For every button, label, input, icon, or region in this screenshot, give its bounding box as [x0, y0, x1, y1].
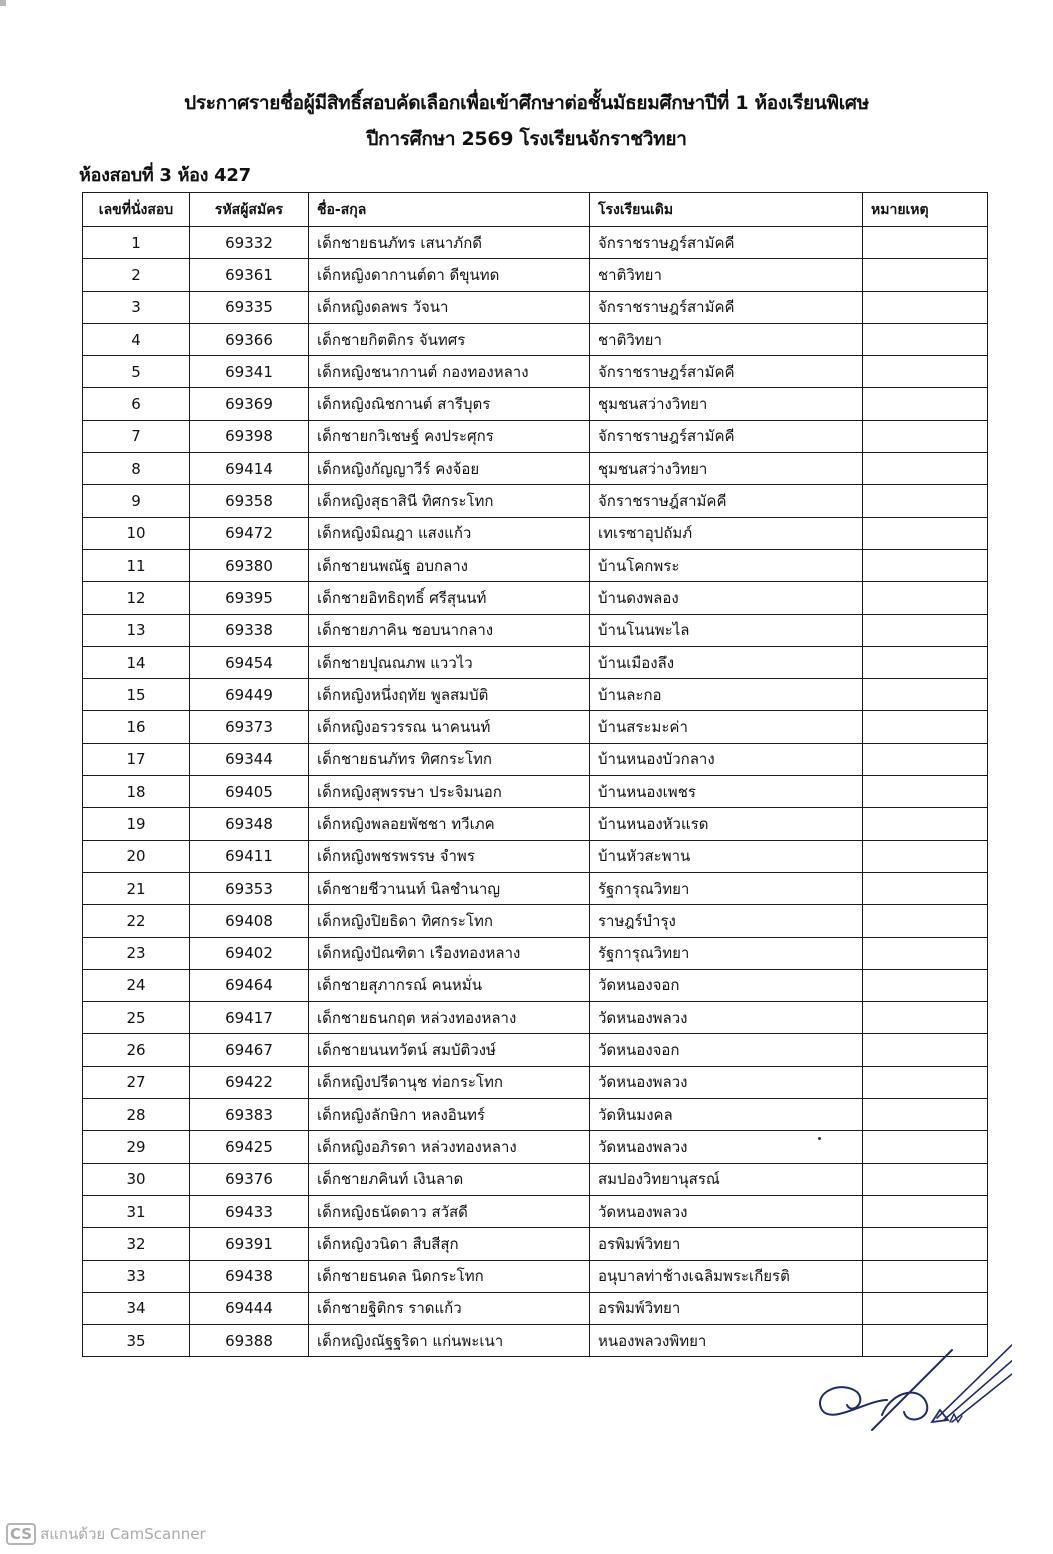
applicant-id-cell: 69414: [190, 453, 309, 485]
seat-number-cell: 17: [83, 743, 190, 775]
previous-school-cell: บ้านเมืองลึง: [590, 646, 863, 678]
applicant-id-cell: 69402: [190, 937, 309, 969]
previous-school-cell: ชุมชนสว่างวิทยา: [590, 453, 863, 485]
table-row: [83, 840, 988, 872]
table-row: [83, 808, 988, 840]
previous-school-cell: บ้านโคกพระ: [590, 549, 863, 581]
applicant-id-cell: 69388: [190, 1325, 309, 1357]
applicant-id-cell: 69454: [190, 646, 309, 678]
table-row: [83, 679, 988, 711]
remarks-cell: [863, 1002, 988, 1034]
full-name-cell: เด็กหญิงอรวรรณ นาคนนท์: [309, 711, 590, 743]
full-name-cell: เด็กหญิงพลอยพัชชา ทวีเภค: [309, 808, 590, 840]
remarks-cell: [863, 1163, 988, 1195]
remarks-cell: [863, 388, 988, 420]
candidate-roster-table: [82, 192, 988, 1357]
seat-number-cell: 24: [83, 969, 190, 1001]
remarks-cell: [863, 937, 988, 969]
full-name-cell: เด็กหญิงธนัดดาว สวัสดี: [309, 1195, 590, 1227]
previous-school-cell: บ้านหัวสะพาน: [590, 840, 863, 872]
table-row: [83, 1034, 988, 1066]
remarks-cell: [863, 291, 988, 323]
table-row: [83, 227, 988, 259]
full-name-cell: เด็กหญิงชนากานต์ กองทองหลาง: [309, 356, 590, 388]
seat-number-cell: 14: [83, 646, 190, 678]
remarks-cell: [863, 776, 988, 808]
seat-number-cell: 18: [83, 776, 190, 808]
table-row: [83, 872, 988, 904]
seat-number-cell: 12: [83, 582, 190, 614]
seat-number-cell: 15: [83, 679, 190, 711]
full-name-cell: เด็กหญิงปรีดานุช ท่อกระโทก: [309, 1066, 590, 1098]
previous-school-cell: อรพิมพ์วิทยา: [590, 1228, 863, 1260]
camscanner-watermark-text: สแกนด้วย CamScanner: [40, 1525, 206, 1543]
seat-number-cell: 19: [83, 808, 190, 840]
seat-number-cell: 23: [83, 937, 190, 969]
remarks-cell: [863, 549, 988, 581]
seat-number-cell: 6: [83, 388, 190, 420]
remarks-cell: [863, 614, 988, 646]
applicant-id-cell: 69411: [190, 840, 309, 872]
seat-number-cell: 8: [83, 453, 190, 485]
applicant-id-cell: 69383: [190, 1099, 309, 1131]
column-header-full-name: ชื่อ-สกุล: [309, 193, 590, 227]
applicant-id-cell: 69425: [190, 1131, 309, 1163]
applicant-id-cell: 69369: [190, 388, 309, 420]
table-row: [83, 549, 988, 581]
table-row: [83, 743, 988, 775]
applicant-id-cell: 69348: [190, 808, 309, 840]
applicant-id-cell: 69361: [190, 259, 309, 291]
full-name-cell: เด็กชายสุภากรณ์ คนหมั่น: [309, 969, 590, 1001]
full-name-cell: เด็กชายนพณัฐ อบกลาง: [309, 549, 590, 581]
scan-speck: [818, 1137, 821, 1140]
full-name-cell: เด็กหญิงปิยธิดา ทิศกระโทก: [309, 905, 590, 937]
applicant-id-cell: 69433: [190, 1195, 309, 1227]
previous-school-cell: จักราชราษฎร์สามัคคี: [590, 356, 863, 388]
previous-school-cell: บ้านละกอ: [590, 679, 863, 711]
applicant-id-cell: 69338: [190, 614, 309, 646]
seat-number-cell: 28: [83, 1099, 190, 1131]
full-name-cell: เด็กหญิงกัญญาวีร์ คงจ้อย: [309, 453, 590, 485]
seat-number-cell: 26: [83, 1034, 190, 1066]
table-row: [83, 582, 988, 614]
remarks-cell: [863, 1260, 988, 1292]
full-name-cell: เด็กชายธนภัทร ทิศกระโทก: [309, 743, 590, 775]
seat-number-cell: 34: [83, 1292, 190, 1324]
previous-school-cell: อรพิมพ์วิทยา: [590, 1292, 863, 1324]
previous-school-cell: บ้านดงพลอง: [590, 582, 863, 614]
remarks-cell: [863, 1228, 988, 1260]
seat-number-cell: 35: [83, 1325, 190, 1357]
previous-school-cell: บ้านหนองเพชร: [590, 776, 863, 808]
remarks-cell: [863, 420, 988, 452]
previous-school-cell: ราษฎร์บำรุง: [590, 905, 863, 937]
seat-number-cell: 9: [83, 485, 190, 517]
table-row: [83, 969, 988, 1001]
remarks-cell: [863, 356, 988, 388]
full-name-cell: เด็กหญิงณิชกานต์ สารีบุตร: [309, 388, 590, 420]
seat-number-cell: 30: [83, 1163, 190, 1195]
previous-school-cell: บ้านหนองหัวแรด: [590, 808, 863, 840]
full-name-cell: เด็กหญิงหนึ่งฤทัย พูลสมบัติ: [309, 679, 590, 711]
full-name-cell: เด็กหญิงวนิดา สืบสีสุก: [309, 1228, 590, 1260]
table-row: [83, 485, 988, 517]
exam-room-label: ห้องสอบที่ 3 ห้อง 427: [79, 165, 251, 186]
seat-number-cell: 21: [83, 872, 190, 904]
remarks-cell: [863, 679, 988, 711]
seat-number-cell: 7: [83, 420, 190, 452]
full-name-cell: เด็กชายธนกฤต หล่วงทองหลาง: [309, 1002, 590, 1034]
applicant-id-cell: 69391: [190, 1228, 309, 1260]
applicant-id-cell: 69472: [190, 517, 309, 549]
previous-school-cell: รัฐการุณวิทยา: [590, 937, 863, 969]
applicant-id-cell: 69467: [190, 1034, 309, 1066]
remarks-cell: [863, 323, 988, 355]
table-row: [83, 1163, 988, 1195]
previous-school-cell: วัดหนองพลวง: [590, 1066, 863, 1098]
table-row: [83, 388, 988, 420]
previous-school-cell: วัดหนองพลวง: [590, 1002, 863, 1034]
applicant-id-cell: 69380: [190, 549, 309, 581]
full-name-cell: เด็กหญิงปัณฑิตา เรืองทองหลาง: [309, 937, 590, 969]
remarks-cell: [863, 969, 988, 1001]
table-row: [83, 356, 988, 388]
remarks-cell: [863, 1066, 988, 1098]
previous-school-cell: เทเรซาอุปถัมภ์: [590, 517, 863, 549]
previous-school-cell: ชาติวิทยา: [590, 259, 863, 291]
previous-school-cell: บ้านสระมะค่า: [590, 711, 863, 743]
remarks-cell: [863, 227, 988, 259]
full-name-cell: เด็กชายปุณณภพ แววไว: [309, 646, 590, 678]
previous-school-cell: วัดหนองพลวง: [590, 1131, 863, 1163]
full-name-cell: เด็กชายกิตติกร จันทศร: [309, 323, 590, 355]
signature-icon: [812, 1330, 1012, 1440]
full-name-cell: เด็กชายภาคิน ชอบนากลาง: [309, 614, 590, 646]
full-name-cell: เด็กชายกวิเชษฐ์ คงประศุกร: [309, 420, 590, 452]
applicant-id-cell: 69376: [190, 1163, 309, 1195]
full-name-cell: เด็กหญิงอภิรดา หล่วงทองหลาง: [309, 1131, 590, 1163]
applicant-id-cell: 69438: [190, 1260, 309, 1292]
column-header-previous-school: โรงเรียนเดิม: [590, 193, 863, 227]
remarks-cell: [863, 905, 988, 937]
seat-number-cell: 29: [83, 1131, 190, 1163]
remarks-cell: [863, 1131, 988, 1163]
seat-number-cell: 1: [83, 227, 190, 259]
previous-school-cell: อนุบาลท่าช้างเฉลิมพระเกียรติ: [590, 1260, 863, 1292]
applicant-id-cell: 69366: [190, 323, 309, 355]
previous-school-cell: วัดหนองจอก: [590, 1034, 863, 1066]
previous-school-cell: ชาติวิทยา: [590, 323, 863, 355]
applicant-id-cell: 69444: [190, 1292, 309, 1324]
full-name-cell: เด็กหญิงมิณฎา แสงแก้ว: [309, 517, 590, 549]
scan-corner-mark: [0, 0, 6, 6]
table-body: [83, 227, 988, 1357]
remarks-cell: [863, 1034, 988, 1066]
remarks-cell: [863, 646, 988, 678]
seat-number-cell: 20: [83, 840, 190, 872]
applicant-id-cell: 69344: [190, 743, 309, 775]
table-row: [83, 1099, 988, 1131]
applicant-id-cell: 69422: [190, 1066, 309, 1098]
full-name-cell: เด็กชายฐิติกร ราดแก้ว: [309, 1292, 590, 1324]
previous-school-cell: วัดหนองพลวง: [590, 1195, 863, 1227]
document-title-line-2: ปีการศึกษา 2569 โรงเรียนจักราชวิทยา: [366, 128, 687, 150]
full-name-cell: เด็กชายธนดล นิดกระโทก: [309, 1260, 590, 1292]
previous-school-cell: วัดหินมงคล: [590, 1099, 863, 1131]
previous-school-cell: วัดหนองจอก: [590, 969, 863, 1001]
seat-number-cell: 25: [83, 1002, 190, 1034]
seat-number-cell: 27: [83, 1066, 190, 1098]
previous-school-cell: บ้านหนองบัวกลาง: [590, 743, 863, 775]
table-row: [83, 420, 988, 452]
previous-school-cell: จักราชราษฎ์สามัคคี: [590, 485, 863, 517]
remarks-cell: [863, 1195, 988, 1227]
table-row: [83, 1002, 988, 1034]
table-row: [83, 517, 988, 549]
seat-number-cell: 33: [83, 1260, 190, 1292]
previous-school-cell: รัฐการุณวิทยา: [590, 872, 863, 904]
remarks-cell: [863, 453, 988, 485]
seat-number-cell: 4: [83, 323, 190, 355]
full-name-cell: เด็กหญิงดลพร วัจนา: [309, 291, 590, 323]
remarks-cell: [863, 259, 988, 291]
full-name-cell: เด็กชายอิทธิฤทธิ์ ศรีสุนนท์: [309, 582, 590, 614]
applicant-id-cell: 69464: [190, 969, 309, 1001]
table-row: [83, 453, 988, 485]
column-header-remarks: หมายเหตุ: [863, 193, 988, 227]
full-name-cell: เด็กหญิงสุพรรษา ประจิมนอก: [309, 776, 590, 808]
applicant-id-cell: 69353: [190, 872, 309, 904]
table-row: [83, 646, 988, 678]
seat-number-cell: 22: [83, 905, 190, 937]
applicant-id-cell: 69408: [190, 905, 309, 937]
table-row: [83, 1066, 988, 1098]
remarks-cell: [863, 1292, 988, 1324]
table-row: [83, 1195, 988, 1227]
applicant-id-cell: 69395: [190, 582, 309, 614]
remarks-cell: [863, 808, 988, 840]
column-header-seat-number: เลขที่นั่งสอบ: [83, 193, 190, 227]
applicant-id-cell: 69341: [190, 356, 309, 388]
seat-number-cell: 10: [83, 517, 190, 549]
applicant-id-cell: 69398: [190, 420, 309, 452]
table-row: [83, 1228, 988, 1260]
table-row: [83, 905, 988, 937]
remarks-cell: [863, 582, 988, 614]
document-title-line-1: ประกาศรายชื่อผู้มีสิทธิ์สอบคัดเลือกเพื่อเข้าศึกษาต่อชั้นมัธยมศึกษาปีที่ 1 ห้องเรียนพิเศษ: [184, 92, 869, 114]
remarks-cell: [863, 743, 988, 775]
full-name-cell: เด็กชายภคินท์ เงินลาด: [309, 1163, 590, 1195]
column-header-applicant-id: รหัสผู้สมัคร: [190, 193, 309, 227]
table-row: [83, 1260, 988, 1292]
table-row: [83, 614, 988, 646]
table-row: [83, 937, 988, 969]
seat-number-cell: 32: [83, 1228, 190, 1260]
table-row: [83, 776, 988, 808]
table-row: [83, 259, 988, 291]
remarks-cell: [863, 840, 988, 872]
remarks-cell: [863, 485, 988, 517]
table-row: [83, 711, 988, 743]
seat-number-cell: 2: [83, 259, 190, 291]
seat-number-cell: 16: [83, 711, 190, 743]
seat-number-cell: 13: [83, 614, 190, 646]
seat-number-cell: 5: [83, 356, 190, 388]
previous-school-cell: ชุมชนสว่างวิทยา: [590, 388, 863, 420]
previous-school-cell: สมปองวิทยานุสรณ์: [590, 1163, 863, 1195]
previous-school-cell: จักราชราษฎร์สามัคคี: [590, 420, 863, 452]
table-row: [83, 323, 988, 355]
applicant-id-cell: 69332: [190, 227, 309, 259]
remarks-cell: [863, 711, 988, 743]
seat-number-cell: 31: [83, 1195, 190, 1227]
applicant-id-cell: 69417: [190, 1002, 309, 1034]
remarks-cell: [863, 1099, 988, 1131]
applicant-id-cell: 69373: [190, 711, 309, 743]
previous-school-cell: บ้านโนนพะไล: [590, 614, 863, 646]
applicant-id-cell: 69335: [190, 291, 309, 323]
full-name-cell: เด็กชายนนทวัตน์ สมบัติวงษ์: [309, 1034, 590, 1066]
previous-school-cell: จักราชราษฎร์สามัคคี: [590, 291, 863, 323]
applicant-id-cell: 69358: [190, 485, 309, 517]
camscanner-watermark: [6, 1522, 206, 1546]
table-row: [83, 1131, 988, 1163]
applicant-id-cell: 69449: [190, 679, 309, 711]
seat-number-cell: 11: [83, 549, 190, 581]
full-name-cell: เด็กหญิงสุธาสินี ทิศกระโทก: [309, 485, 590, 517]
full-name-cell: เด็กชายธนภัทร เสนาภักดี: [309, 227, 590, 259]
camscanner-logo-icon: CS: [6, 1523, 36, 1545]
full-name-cell: เด็กหญิงดากานต์ดา ดีขุนทด: [309, 259, 590, 291]
full-name-cell: เด็กหญิงลักษิกา หลงอินทร์: [309, 1099, 590, 1131]
full-name-cell: เด็กหญิงพชรพรรษ จำพร: [309, 840, 590, 872]
full-name-cell: เด็กชายชีวานนท์ นิลชำนาญ: [309, 872, 590, 904]
previous-school-cell: หนองพลวงพิทยา: [590, 1325, 863, 1357]
applicant-id-cell: 69405: [190, 776, 309, 808]
table-row: [83, 1292, 988, 1324]
remarks-cell: [863, 517, 988, 549]
remarks-cell: [863, 872, 988, 904]
previous-school-cell: จักราชราษฎร์สามัคคี: [590, 227, 863, 259]
full-name-cell: เด็กหญิงณัฐฐริดา แก่นพะเนา: [309, 1325, 590, 1357]
seat-number-cell: 3: [83, 291, 190, 323]
table-row: [83, 291, 988, 323]
table-header-row: [83, 193, 988, 227]
